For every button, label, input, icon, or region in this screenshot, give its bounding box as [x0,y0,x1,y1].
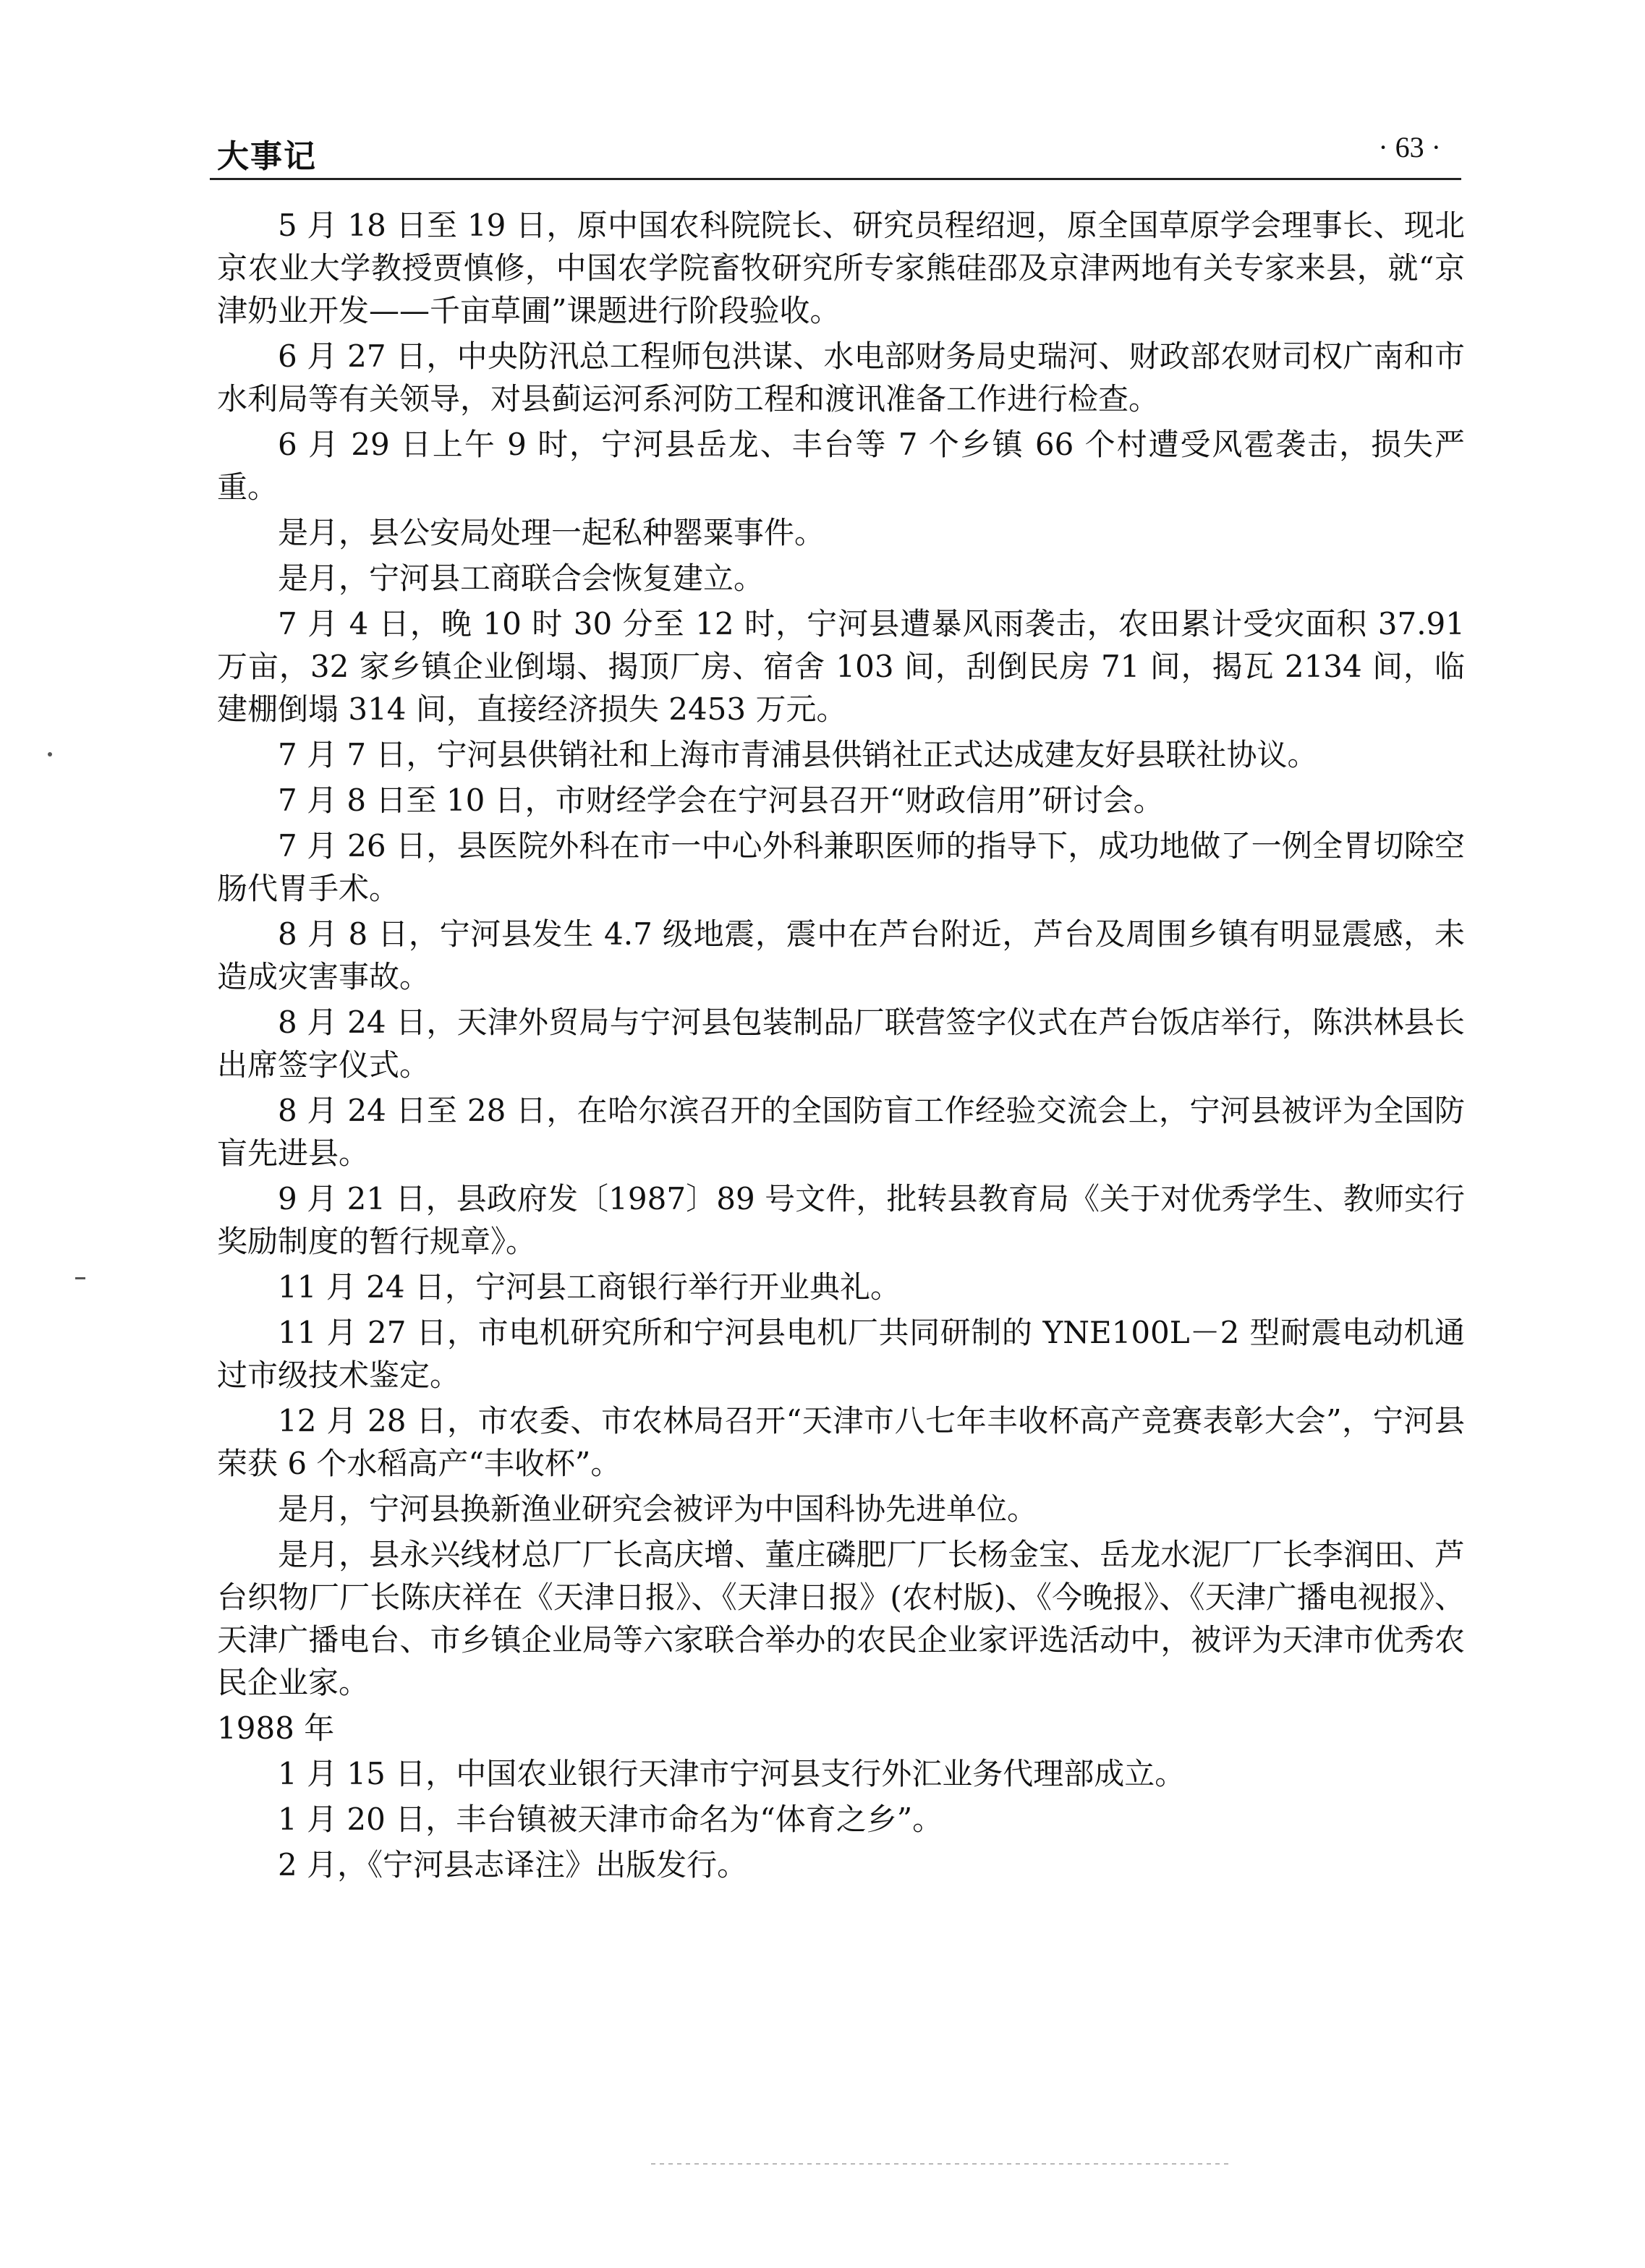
chronicle-entry: 12 月 28 日，市农委、市农林局召开“天津市八七年丰收杯高产竞赛表彰大会”，宁河县荣获 6 个水稻高产“丰收杯”。 [217,1403,1465,1481]
chronicle-entry: 7 月 8 日至 10 日，市财经学会在宁河县召开“财政信用”研讨会。 [278,783,1164,818]
chronicle-entry: 是月，县公安局处理一起私种罂粟事件。 [278,515,825,550]
page-number: · 63 · [1378,131,1441,163]
chronicle-entry: 7 月 26 日，县医院外科在市一中心外科兼职医师的指导下，成功地做了一例全胃切除空肠代胃手术。 [217,828,1465,906]
scan-artifact-line [651,2163,1230,2165]
chronicle-entry: 5 月 18 日至 19 日，原中国农科院院长、研究员程绍迥，原全国草原学会理事长、现北京农业大学教授贾慎修，中国农学院畜牧研究所专家熊硅邵及京津两地有关专家来县，就“京津奶业开发——千亩草圃”课题进行阶段验收。 [217,208,1465,328]
chronicle-entry: 2 月，《宁河县志译注》出版发行。 [278,1847,748,1883]
chronicle-entry: 8 月 8 日，宁河县发生 4.7 级地震，震中在芦台附近，芦台及周围乡镇有明显震感，未造成灾害事故。 [217,916,1465,994]
chronicle-entry: 8 月 24 日至 28 日，在哈尔滨召开的全国防盲工作经验交流会上，宁河县被评为全国防盲先进县。 [217,1093,1465,1171]
scan-speck [48,752,52,756]
chronicle-entry: 9 月 21 日，县政府发〔1987〕89 号文件，批转县教育局《关于对优秀学生、教师实行奖励制度的暂行规章》。 [217,1181,1465,1259]
chronicle-entry: 7 月 7 日，宁河县供销社和上海市青浦县供销社正式达成建友好县联社协议。 [278,737,1318,772]
chronicle-entry: 6 月 27 日，中央防汛总工程师包洪谋、水电部财务局史瑞河、财政部农财司权广南和市水利局等有关领导，对县蓟运河系河防工程和渡讯准备工作进行检查。 [217,338,1465,417]
chronicle-body [217,204,1465,1889]
year-heading: 1988 年 [217,1710,335,1746]
chronicle-entry: 8 月 24 日，天津外贸局与宁河县包装制品厂联营签字仪式在芦台饭店举行，陈洪林县长出席签字仪式。 [217,1005,1465,1083]
chronicle-entry: 1 月 15 日，中国农业银行天津市宁河县支行外汇业务代理部成立。 [278,1756,1186,1791]
section-title: 大事记 [217,138,317,175]
chronicle-entry: 是月，宁河县工商联合会恢复建立。 [278,560,765,596]
chronicle-entry: 是月，宁河县换新渔业研究会被评为中国科协先进单位。 [278,1491,1038,1527]
chronicle-entry: 11 月 27 日，市电机研究所和宁河县电机厂共同研制的 YNE100L－2 型耐震电动机通过市级技术鉴定。 [217,1315,1465,1393]
scan-speck [75,1277,85,1279]
chronicle-entry: 7 月 4 日，晚 10 时 30 分至 12 时，宁河县遭暴风雨袭击，农田累计受灾面积 37.91 万亩，32 家乡镇企业倒塌、揭顶厂房、宿舍 103 间，刮倒民房 71 间，揭瓦 2134 间，临建棚倒塌 314 间，直接经济损失 2453 万元。 [217,606,1465,727]
chronicle-entry: 6 月 29 日上午 9 时，宁河县岳龙、丰台等 7 个乡镇 66 个村遭受风雹袭击，损失严重。 [217,427,1465,505]
chronicle-entry: 是月，县永兴线材总厂厂长高庆增、董庄磷肥厂厂长杨金宝、岳龙水泥厂厂长李润田、芦台织物厂厂长陈庆祥在《天津日报》、《天津日报》(农村版)、《今晚报》、《天津广播电视报》、天津广播电台、市乡镇企业局等六家联合举办的农民企业家评选活动中，被评为天津市优秀农民企业家。 [217,1537,1465,1700]
chronicle-entry: 1 月 20 日，丰台镇被天津市命名为“体育之乡”。 [278,1802,943,1837]
header-rule [210,178,1461,180]
page-header [217,123,1461,181]
chronicle-entry: 11 月 24 日，宁河县工商银行举行开业典礼。 [278,1269,901,1305]
